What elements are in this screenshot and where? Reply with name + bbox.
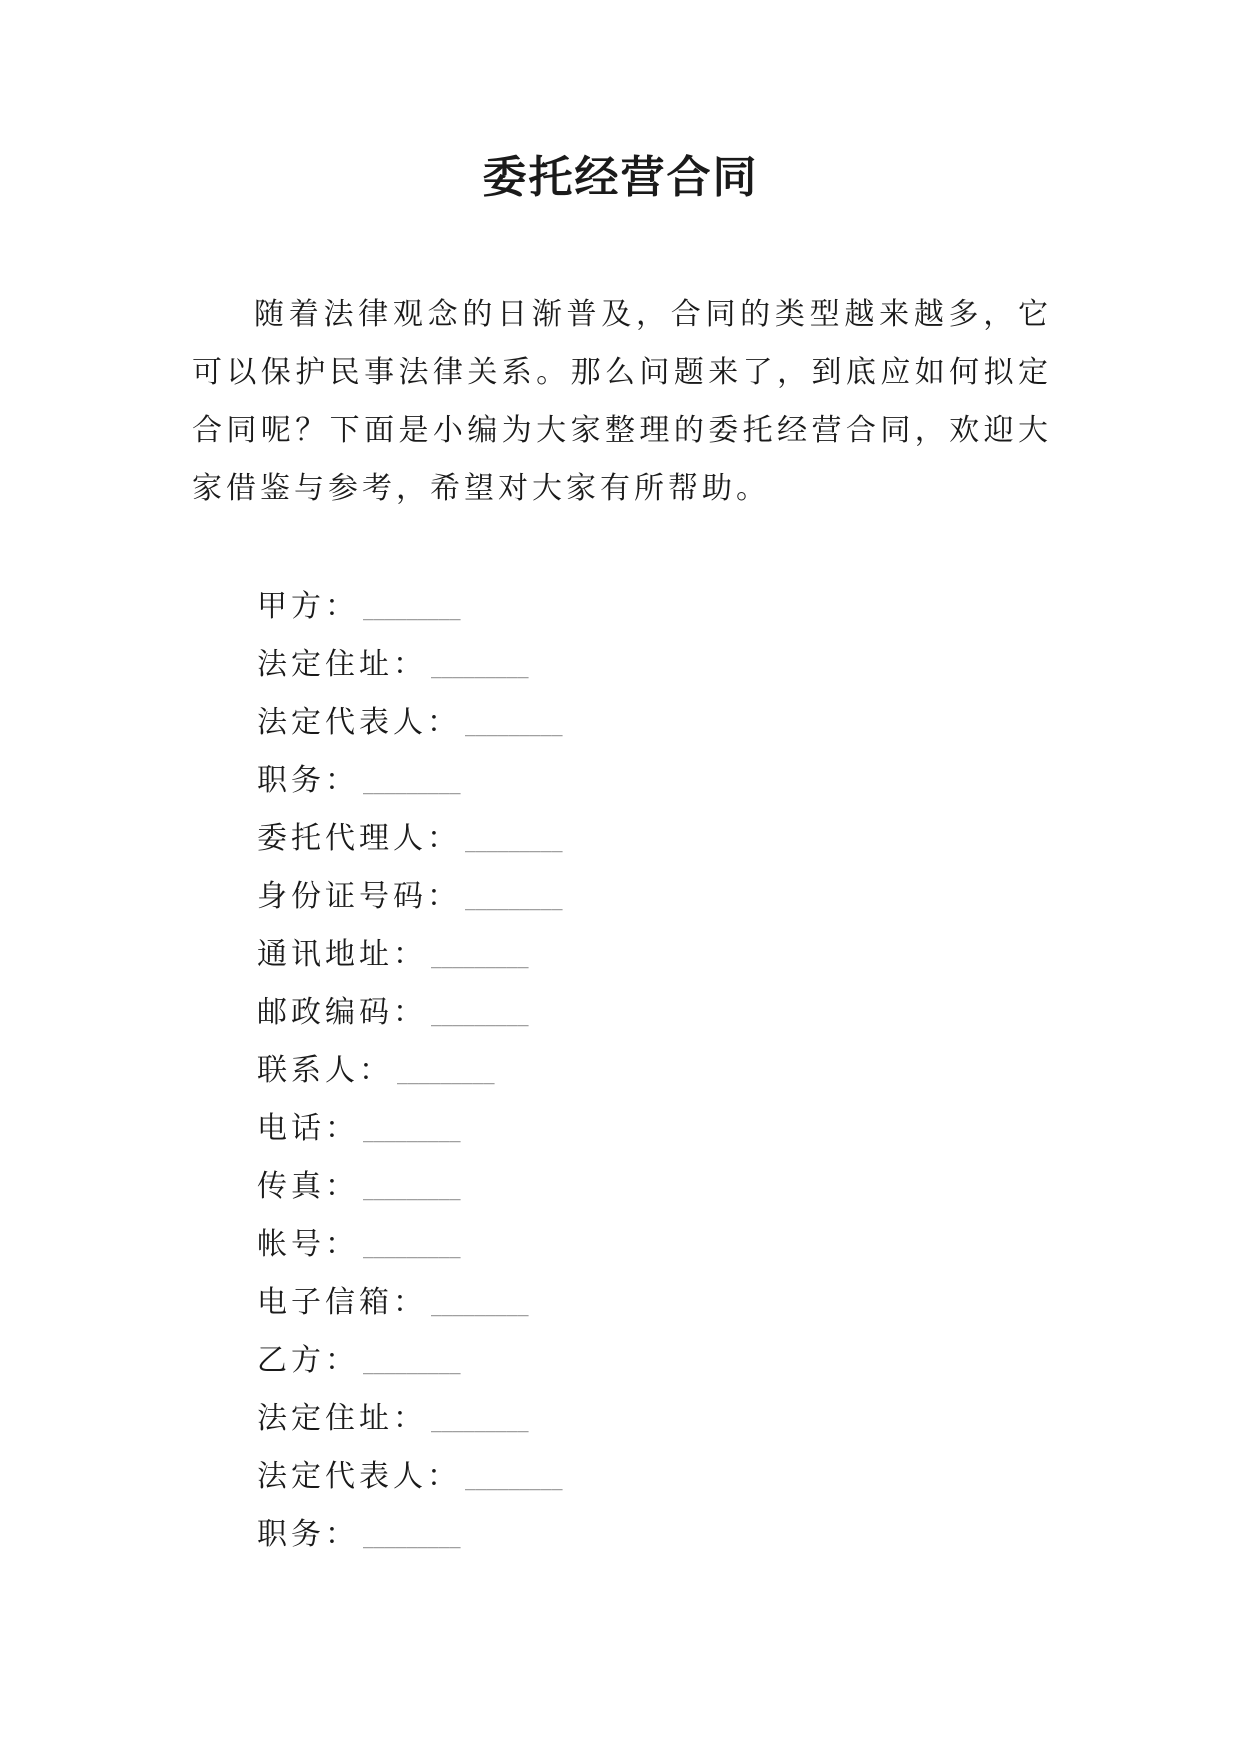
field-label: 邮政编码：	[257, 995, 427, 1030]
blank-line: _________	[363, 1528, 461, 1549]
field-label: 传真：	[257, 1169, 359, 1204]
blank-line: _________	[363, 600, 461, 621]
field-email	[257, 1274, 563, 1332]
field-party-a	[257, 578, 563, 636]
field-legal-representative	[257, 694, 563, 752]
field-label: 帐号：	[257, 1227, 359, 1262]
field-legal-representative-b	[257, 1448, 563, 1506]
blank-line: _________	[465, 1470, 563, 1491]
blank-line: _________	[465, 890, 563, 911]
blank-line: _________	[363, 1180, 461, 1201]
document-title: 委托经营合同	[482, 152, 759, 203]
field-position	[257, 752, 563, 810]
field-account	[257, 1216, 563, 1274]
blank-line: _________	[431, 1296, 529, 1317]
field-label: 职务：	[257, 1517, 359, 1552]
field-id-number	[257, 868, 563, 926]
field-mailing-address	[257, 926, 563, 984]
field-label: 身份证号码：	[257, 879, 461, 914]
field-contact-person	[257, 1042, 563, 1100]
field-postal-code	[257, 984, 563, 1042]
field-party-b	[257, 1332, 563, 1390]
blank-line: _________	[431, 948, 529, 969]
blank-line: _________	[465, 832, 563, 853]
blank-line: _________	[431, 658, 529, 679]
blank-line: _________	[363, 1354, 461, 1375]
field-label: 法定住址：	[257, 1401, 427, 1436]
field-label: 法定代表人：	[257, 705, 461, 740]
field-label: 电话：	[257, 1111, 359, 1146]
field-label: 法定住址：	[257, 647, 427, 682]
field-label: 职务：	[257, 763, 359, 798]
field-position-b	[257, 1506, 563, 1564]
blank-line: _________	[431, 1412, 529, 1433]
field-label: 电子信箱：	[257, 1285, 427, 1320]
blank-line: _________	[465, 716, 563, 737]
blank-line: _________	[363, 1238, 461, 1259]
blank-line: _________	[431, 1006, 529, 1027]
field-legal-address-b	[257, 1390, 563, 1448]
field-label: 通讯地址：	[257, 937, 427, 972]
blank-line: _________	[363, 1122, 461, 1143]
field-legal-address	[257, 636, 563, 694]
field-phone	[257, 1100, 563, 1158]
party-fields-list	[257, 578, 563, 1564]
blank-line: _________	[397, 1064, 495, 1085]
field-authorized-agent	[257, 810, 563, 868]
field-label: 联系人：	[257, 1053, 393, 1088]
intro-paragraph: 随着法律观念的日渐普及，合同的类型越来越多，它可以保护民事法律关系。那么问题来了，到底应如何拟定合同呢？下面是小编为大家整理的委托经营合同，欢迎大家借鉴与参考，希望对大家有所帮助。	[192, 297, 1052, 506]
field-fax	[257, 1158, 563, 1216]
field-label: 甲方：	[257, 589, 359, 624]
blank-line: _________	[363, 774, 461, 795]
field-label: 法定代表人：	[257, 1459, 461, 1494]
field-label: 乙方：	[257, 1343, 359, 1378]
field-label: 委托代理人：	[257, 821, 461, 856]
